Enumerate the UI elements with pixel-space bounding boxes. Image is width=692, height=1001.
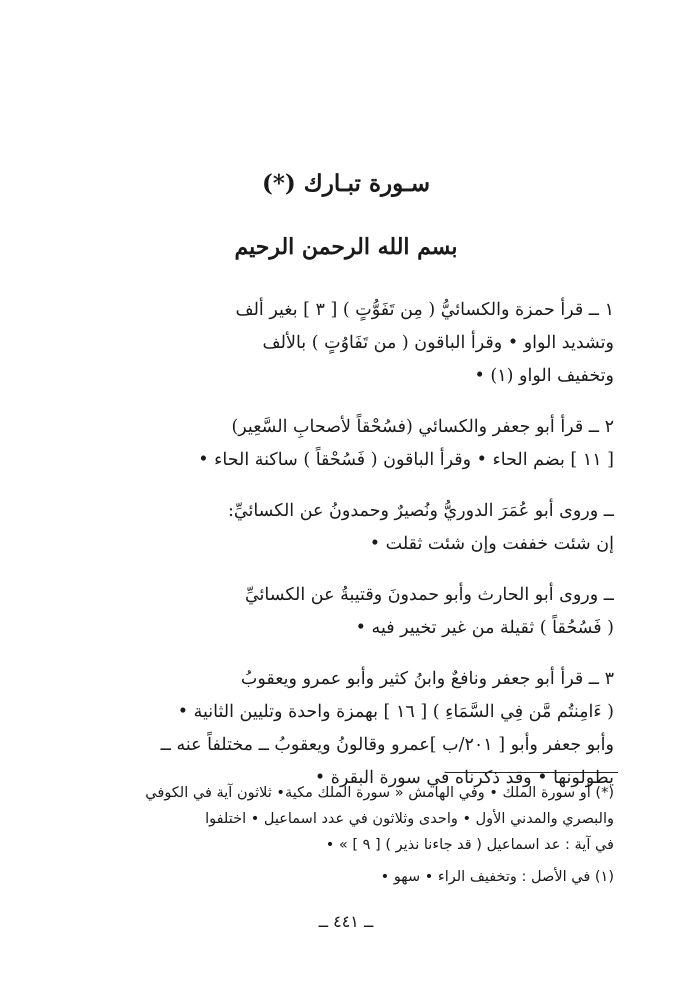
text-line: وتخفيف الواو (١) •	[474, 366, 614, 386]
footnotes	[74, 780, 614, 896]
text-line: ٢ ــ قرأ أبو جعفر والكسائي (فسُحْقاً لأصحابِ السَّعِير)	[231, 417, 614, 437]
paragraph-2	[74, 411, 614, 477]
page-number: ــ ٤٤١ ــ	[318, 912, 374, 931]
text-line: ــ وروى أبو عُمَرَ الدوريُّ ونُصيرٌ وحمدونُ عن الكسائيِّ:	[228, 501, 614, 521]
paragraph-4	[74, 579, 614, 645]
text-line: ( ءَامِنتُم مَّن فِي السَّمَاءِ ) [ ١٦ ] بهمزة واحدة وتليين الثانية •	[177, 702, 614, 722]
text-line: [ ١١ ] بضم الحاء • وقرأ الباقون ( فَسُحْقاً ) ساكنة الحاء •	[198, 450, 614, 470]
text-line: يطولونها • وقد ذكرناه في سورة البقرة •	[314, 768, 614, 788]
text-line: ــ وروى أبو الحارث وأبو حمدونَ وقتيبةُ عن الكسائيِّ	[244, 585, 614, 605]
text-line: ٣ ــ قرأ أبو جعفر ونافعٌ وابنُ كثير وأبو عمرو ويعقوبُ	[240, 669, 614, 689]
paragraph-1	[74, 294, 614, 393]
paragraph-5	[74, 663, 614, 795]
footnote-line: (١) في الأصل : وتخفيف الراء • سهو •	[380, 869, 614, 885]
footnote-star	[74, 780, 614, 858]
text-line: إن شئت خففت وإن شئت ثقلت •	[369, 534, 614, 554]
footnote-divider	[446, 772, 618, 773]
footnote-line: (*) أو سورة الملك • وفي الهامش « سورة الملك مكية• ثلاثون آية في الكوفي	[145, 785, 614, 801]
text-line: وتشديد الواو • وقرأ الباقون ( من تَفَاوُتٍ ) بالألف	[262, 333, 614, 353]
basmala: بسم الله الرحمن الرحيم	[234, 234, 458, 260]
text-line: وأبو جعفر وأبو [ ٢٠١/ب ]عمرو وقالونُ ويعقوبُ ــ مختلفاً عنه ــ	[160, 735, 614, 755]
text-line: ( فَسُحُقاً ) ثقيلة من غير تخيير فيه •	[355, 618, 614, 638]
surah-title: سـورة تبـارك (*)	[261, 170, 430, 197]
footnote-line: في آية : عد اسماعيل ( قد جاءنا نذير ) [ ٩ ] » •	[325, 837, 614, 853]
text-line: ١ ــ قرأ حمزة والكسائيُّ ( مِن تَفَوُّتٍ ) [ ٣ ] بغير ألف	[235, 300, 614, 320]
footnote-line: والبصري والمدني الأول • واحدى وثلاثون في عدد اسماعيل • اختلفوا	[205, 811, 614, 827]
footnote-1	[74, 864, 614, 890]
paragraph-3	[74, 495, 614, 561]
body-text	[74, 294, 614, 813]
